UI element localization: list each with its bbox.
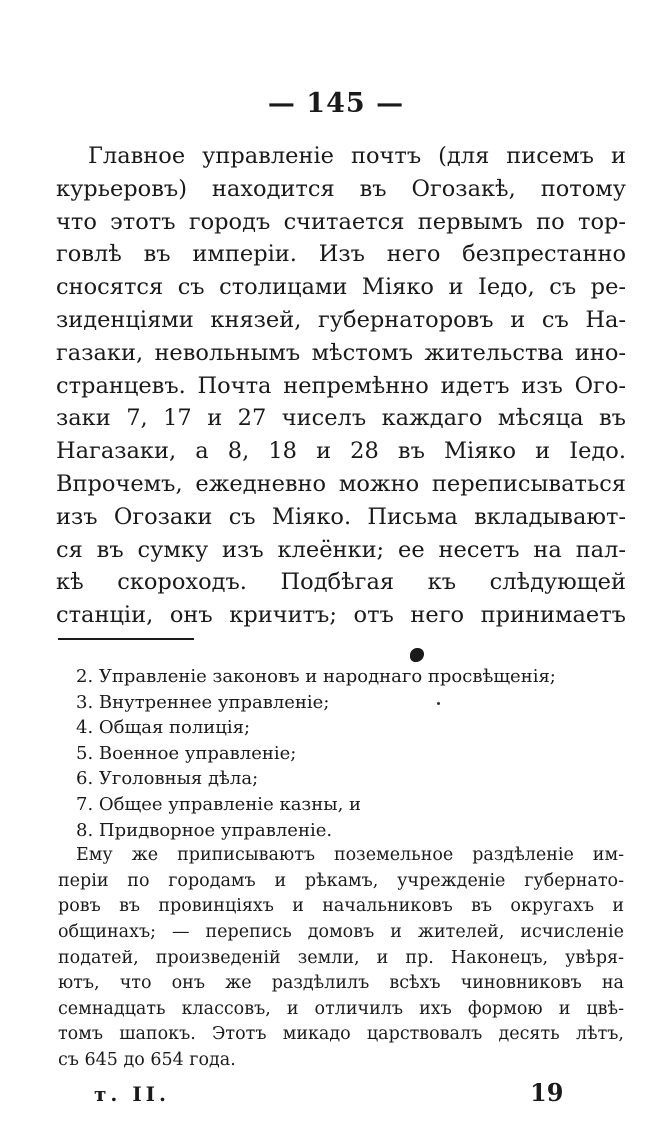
footnote-item: 2. Управленіе законовъ и народнаго просвѣщенія;: [76, 666, 556, 687]
main-line: сносятся съ столицами Міяко и Іедо, съ ре-: [56, 274, 626, 301]
footnote-line: періи по городамъ и рѣкамъ, учрежденіе губернато-: [58, 870, 624, 891]
main-line: изъ Огозаки съ Міяко. Письма вкладывают-: [56, 503, 626, 530]
footnote-line: податей, произведеній земли, и пр. Наконецъ, увѣря-: [58, 947, 624, 968]
main-line: Главное управленіе почтъ (для писемъ и: [88, 143, 626, 169]
footnote-line: съ 645 до 654 года.: [58, 1049, 236, 1070]
footnotes: [58, 664, 624, 1074]
main-line: говлѣ въ имперіи. Изъ него безпрестанно: [56, 241, 626, 268]
main-line: газаки, невольнымъ мѣстомъ жительства ино-: [56, 339, 626, 366]
footnote-item: 7. Общее управленіе казны, и: [76, 793, 362, 815]
main-text: [56, 140, 626, 632]
footnote-line: семнадцать классовъ, и отличилъ ихъ формою и цвѣ-: [58, 998, 624, 1019]
ink-blot: [410, 648, 424, 662]
main-line: зиденціями князей, губернаторовъ и съ На-: [56, 306, 626, 333]
main-line: станціи, онъ кричитъ; отъ него принимаетъ: [56, 602, 626, 629]
footnote-item: 5. Военное управленіе;: [76, 742, 297, 764]
footnote-line: общинахъ; — перепись домовъ и жителей, исчисленіе: [58, 921, 624, 942]
main-line: заки 7, 17 и 27 чиселъ каждаго мѣсяца въ: [56, 405, 626, 432]
main-line: что этотъ городъ считается первымъ по тор-: [56, 208, 626, 235]
footnote-line: Ему же приписываютъ поземельное раздѣленіе им-: [76, 845, 624, 866]
main-line: ся въ сумку изъ клеёнки; ее несетъ на пал-: [56, 536, 626, 563]
footnote-line: ровъ въ провинціяхъ и начальниковъ въ округахъ и: [58, 896, 624, 917]
main-line: Впрочемъ, ежедневно можно переписываться: [56, 470, 626, 497]
footnote-item: 6. Уголовныя дѣла;: [76, 768, 259, 790]
main-line: Нагазаки, а 8, 18 и 28 въ Міяко и Іедо.: [56, 438, 626, 465]
volume-mark: т. II.: [94, 1082, 170, 1106]
footnote-item: 8. Придворное управленіе.: [76, 819, 333, 841]
main-line: курьеровъ) находится въ Огозакѣ, потому: [56, 175, 626, 202]
page-footer: [0, 1078, 672, 1112]
main-line: странцевъ. Почта непремѣнно идетъ изъ Ого-: [56, 372, 626, 399]
footnote-line: томъ шапокъ. Этотъ микадо царствовалъ десять лѣтъ,: [58, 1024, 624, 1045]
signature-mark: 19: [530, 1078, 564, 1107]
page-number: — 145 —: [267, 88, 405, 119]
footnote-line: ютъ, что онъ же раздѣлилъ всѣхъ чиновниковъ на: [58, 973, 624, 994]
footnote-paragraph: [58, 843, 624, 1073]
footnote-item: 4. Общая полиція;: [76, 717, 251, 739]
main-line: кѣ скороходъ. Подбѣгая къ слѣдующей: [56, 569, 626, 596]
footnote-item: 3. Внутреннее управленіе;: [76, 691, 330, 713]
footnote-divider: [58, 638, 194, 640]
